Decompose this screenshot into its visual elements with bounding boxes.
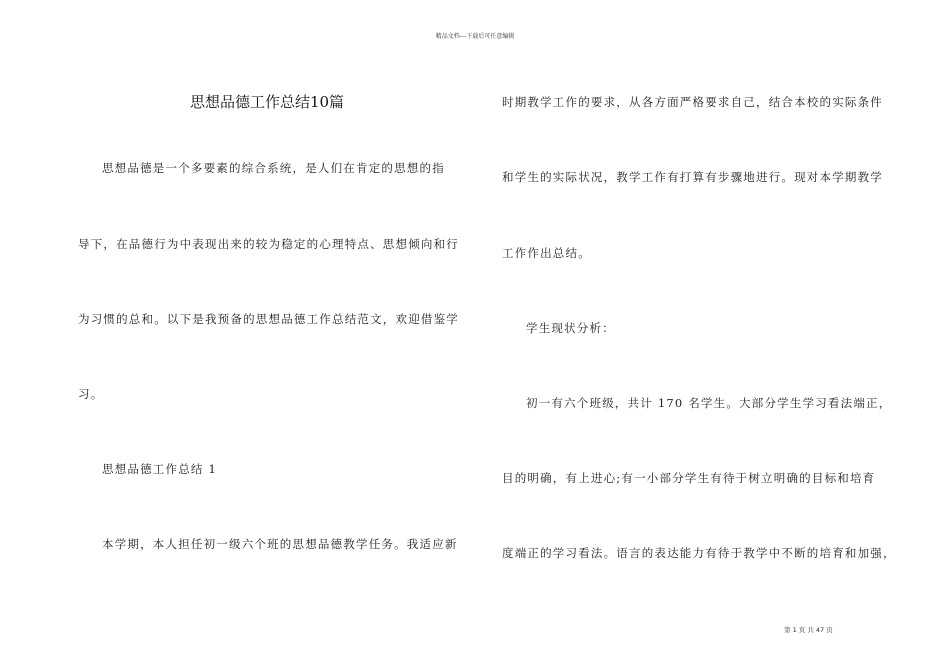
right-line-2: 和学生的实际状况，教学工作有打算有步骤地进行。现对本学期教学 (502, 170, 883, 184)
right-line-6: 目的明确，有上进心;有一小部分学生有待于树立明确的目标和培育 (502, 471, 876, 485)
header-note: 精品文档---下载后可任意编辑 (435, 33, 515, 40)
left-line-1: 思想品德是一个多要素的综合系统，是人们在肯定的思想的指 (102, 161, 445, 175)
right-line-1: 时期教学工作的要求，从各方面严格要求自己，结合本校的实际条件 (502, 95, 883, 109)
right-line-3: 工作作出总结。 (502, 246, 591, 260)
left-line-4: 习。 (78, 387, 104, 401)
left-line-3: 为习惯的总和。以下是我预备的思想品德工作总结范文，欢迎借鉴学 (78, 312, 459, 326)
document-title: 思想品德工作总结10篇 (189, 93, 345, 111)
section-heading-1: 思想品德工作总结 1 (102, 462, 217, 476)
right-subheading: 学生现状分析： (526, 321, 615, 335)
left-line-2: 导下，在品德行为中表现出来的较为稳定的心理特点、思想倾向和行 (78, 237, 459, 251)
page-number: 第 1 页 共 47 页 (784, 626, 833, 634)
left-line-6: 本学期，本人担任初一级六个班的思想品德教学任务。我适应新 (102, 537, 458, 551)
right-line-7: 度端正的学习看法。语言的表达能力有待于教学中不断的培育和加强， (502, 546, 896, 560)
right-line-5: 初一有六个班级，共计 170 名学生。大部分学生学习看法端正， (526, 396, 892, 410)
